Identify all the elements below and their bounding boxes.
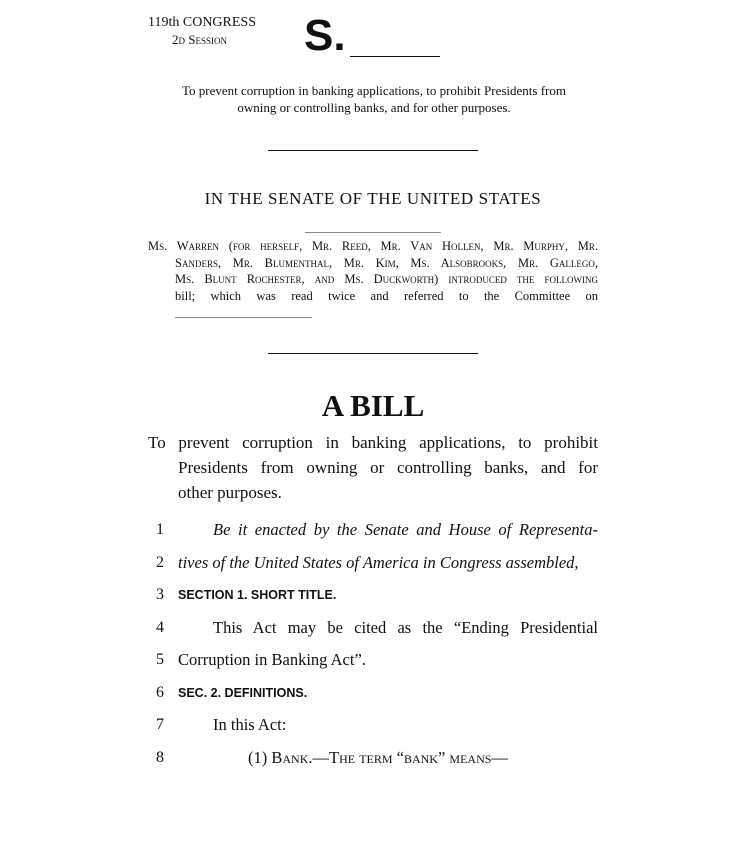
purpose-full-line: Presidents from owning or controlling banks, and for [178,458,598,477]
divider-short [305,232,441,233]
enacting-clause: Be it enacted by the Senate and House of Representa- [213,520,598,539]
line-number: 2 [156,554,164,571]
bill-title: A BILL [321,388,425,423]
line-number: 3 [156,586,164,603]
purpose-summary-line: To prevent corruption in banking applications, to prohibit Presidents from [182,83,566,98]
purpose-full [148,430,598,505]
purpose-summary [152,82,596,116]
line-number: 8 [156,749,164,766]
divider [268,150,478,151]
section-heading: SECTION 1. SHORT TITLE. [178,588,337,602]
committee-blank [175,317,312,318]
purpose-full-line: To prevent corruption in banking applications, to prohibit [148,433,598,452]
line-number: 1 [156,521,164,538]
sponsors-paragraph [148,238,598,305]
definition-text: (1) Bank.—The term “bank” means— [248,748,508,767]
chamber-heading: IN THE SENATE OF THE UNITED STATES [204,189,542,208]
divider [268,353,478,354]
section-heading: SEC. 2. DEFINITIONS. [178,686,308,700]
sponsors-line: bill; which was read twice and referred to the Committee on [175,289,598,304]
body-text: In this Act: [213,715,287,734]
body-text: Corruption in Banking Act”. [178,650,366,669]
session-label: 2d Session [172,32,227,47]
enacting-clause-continued: tives of the United States of America in Congress assembled, [178,553,579,572]
line-number: 4 [156,619,164,636]
purpose-full-line: other purposes. [178,483,282,502]
bill-number: S. [304,11,346,60]
line-number: 6 [156,684,164,701]
sponsors-line: Ms. Warren (for herself, Mr. Reed, Mr. Van Hollen, Mr. Murphy, Mr. [148,239,598,253]
line-number: 5 [156,651,164,668]
congress-label: 119th CONGRESS [148,15,257,30]
sponsors-line: Sanders, Mr. Blumenthal, Mr. Kim, Ms. Alsobrooks, Mr. Gallego, [175,255,598,270]
body-text: This Act may be cited as the “Ending Presidential [213,618,598,637]
sponsors-line: Ms. Blunt Rochester, and Ms. Duckworth) introduced the following [175,272,598,287]
bill-number-blank [350,56,440,57]
line-number: 7 [156,716,164,733]
purpose-summary-line: owning or controlling banks, and for other purposes. [237,100,511,115]
